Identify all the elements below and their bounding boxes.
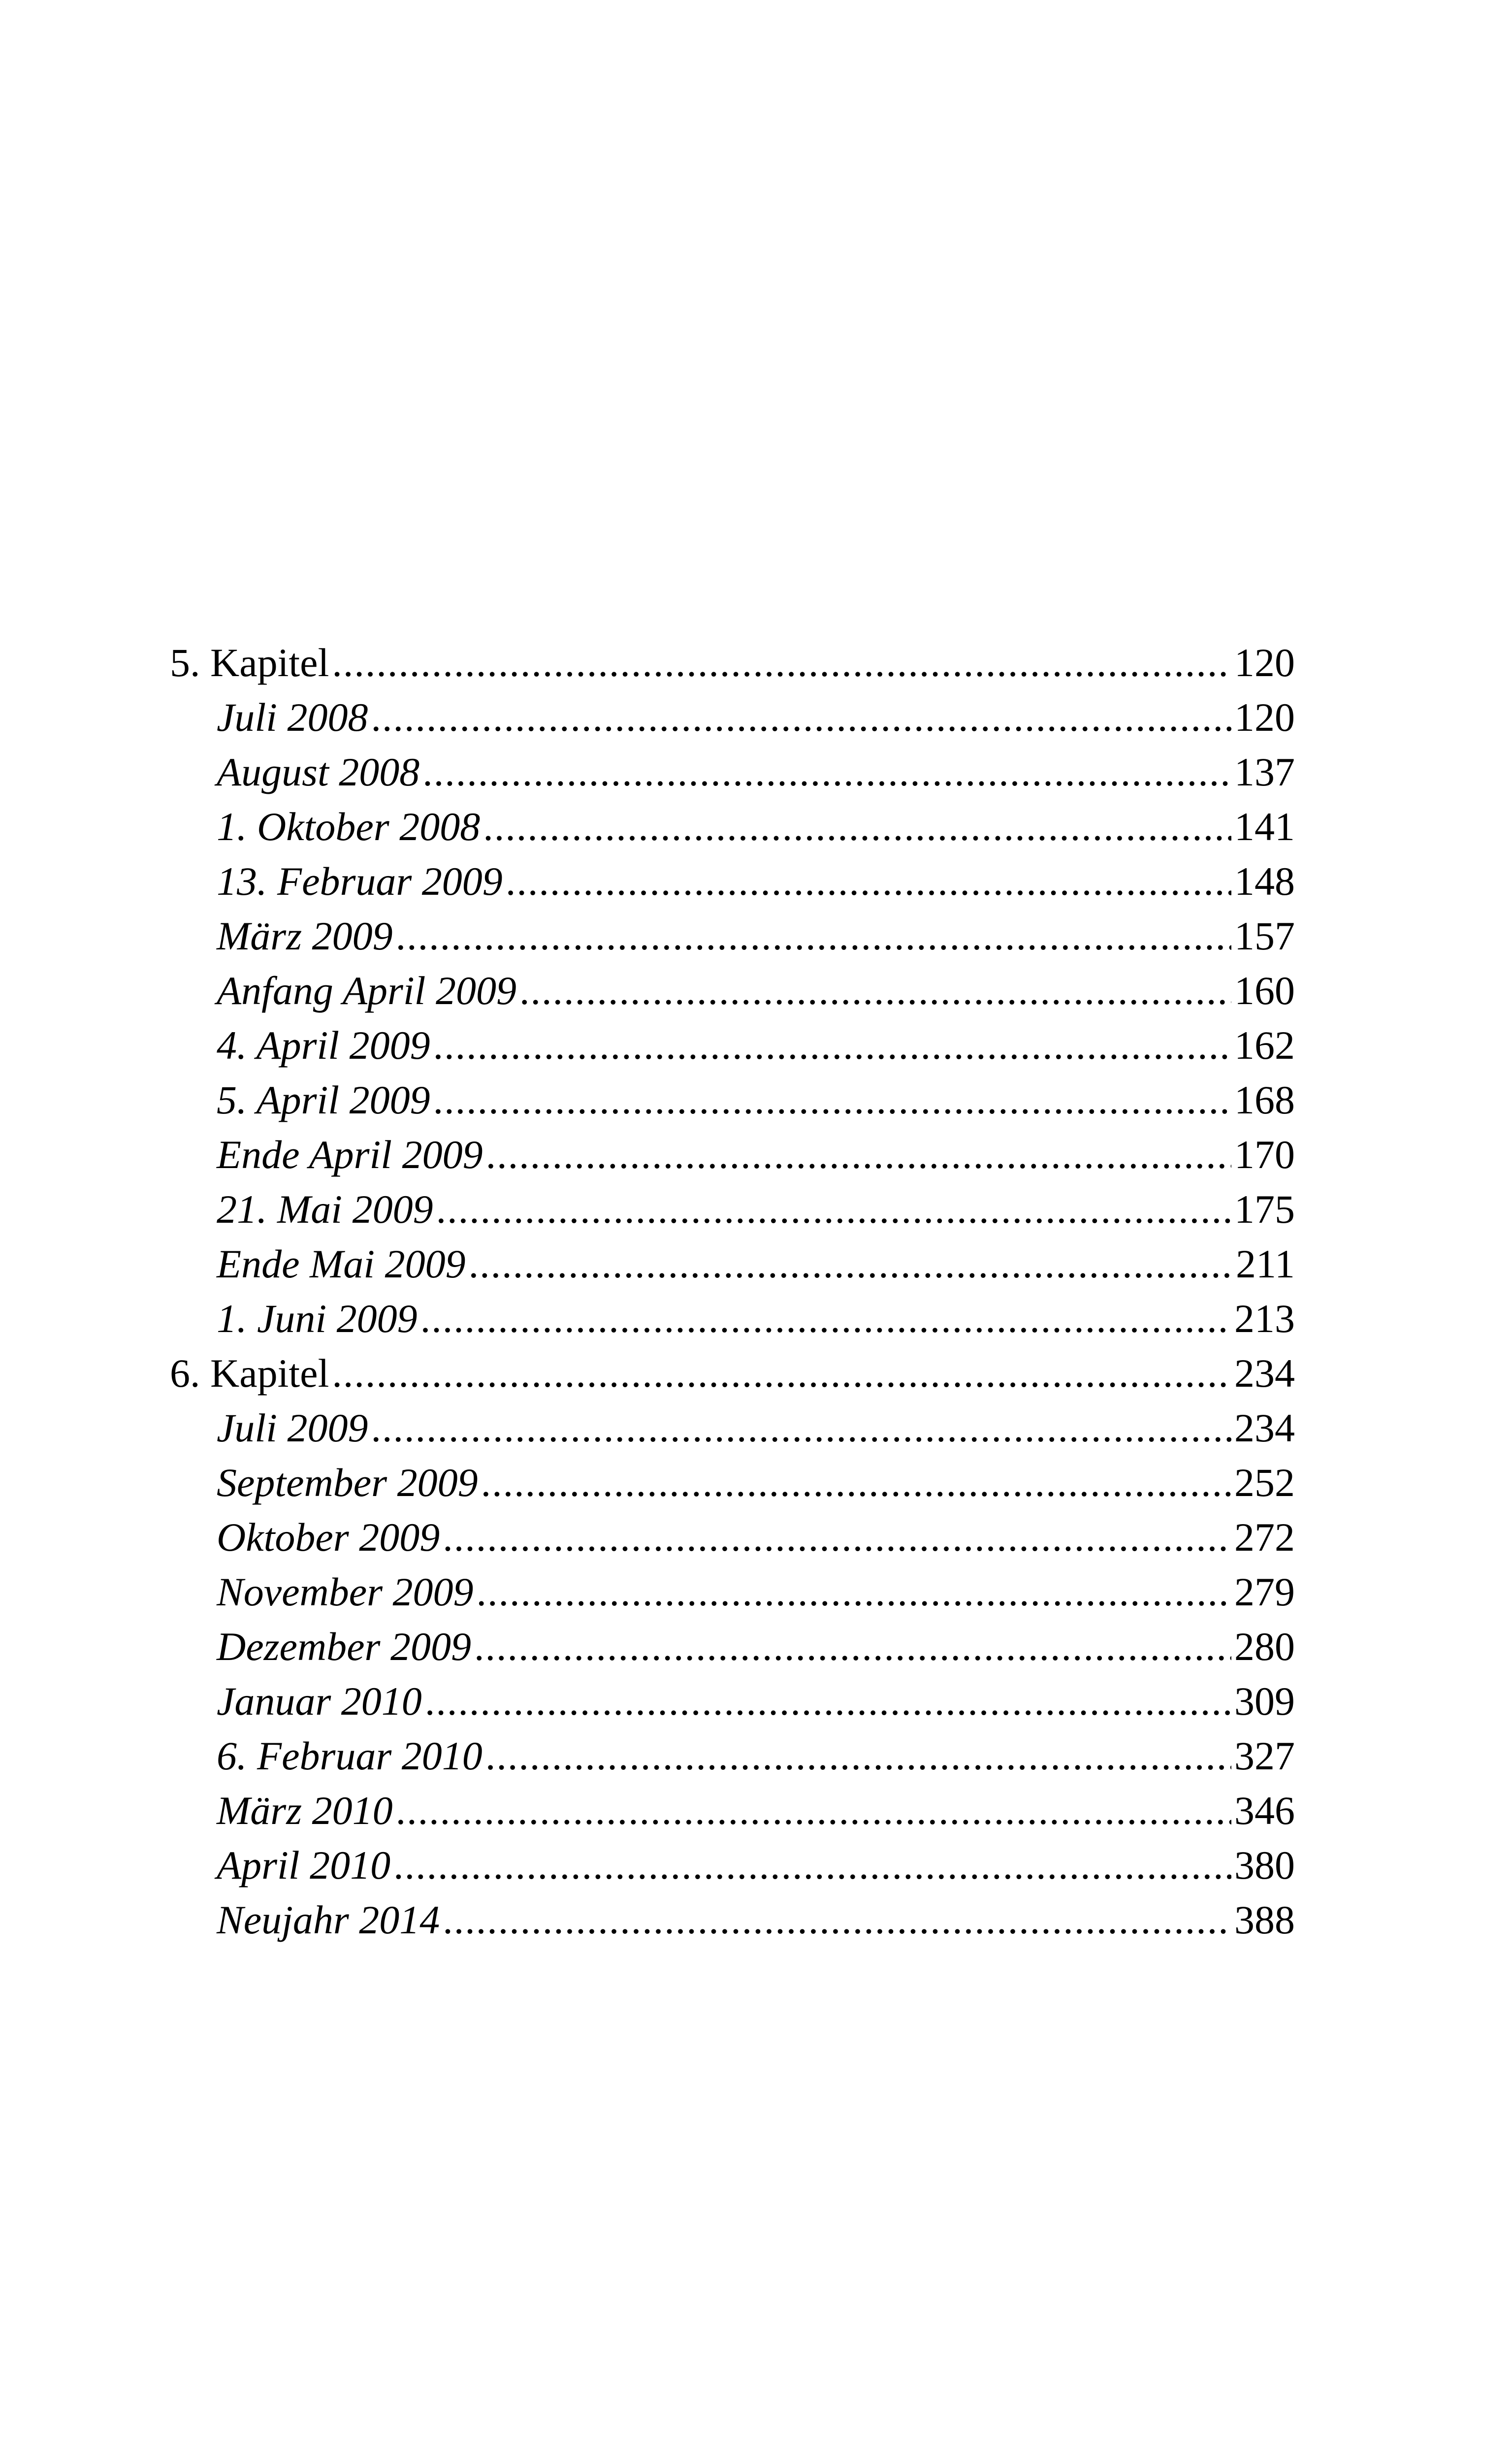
dot-leader — [332, 635, 1231, 690]
toc-entry-label: Juli 2008 — [217, 695, 368, 740]
toc-entry-section[interactable] — [170, 1783, 1295, 1838]
toc-entry-page-number: 160 — [1234, 968, 1295, 1013]
toc-entry-page-number: 137 — [1234, 749, 1295, 794]
toc-entry-chapter[interactable] — [170, 635, 1295, 690]
toc-entry-section[interactable] — [170, 690, 1295, 745]
dot-leader — [433, 1018, 1231, 1073]
toc-entry-page-number: 380 — [1234, 1843, 1295, 1888]
toc-entry-label: 5. Kapitel — [170, 640, 329, 685]
toc-entry-section[interactable] — [170, 1510, 1295, 1564]
toc-entry-section[interactable] — [170, 854, 1295, 909]
toc-entry-label: 6. Februar 2010 — [217, 1733, 483, 1778]
toc-entry-section[interactable] — [170, 909, 1295, 963]
toc-entry-page-number: 272 — [1234, 1515, 1295, 1560]
toc-entry-page-number: 234 — [1234, 1351, 1295, 1396]
toc-entry-section[interactable] — [170, 1182, 1295, 1237]
toc-entry-label: März 2010 — [217, 1788, 393, 1833]
toc-entry-page-number: 280 — [1234, 1624, 1295, 1669]
toc-entry-page-number: 148 — [1234, 859, 1295, 904]
toc-entry-page-number: 120 — [1234, 640, 1295, 685]
toc-entry-label: März 2009 — [217, 913, 393, 958]
dot-leader — [433, 1073, 1231, 1127]
dot-leader — [506, 854, 1231, 909]
toc-entry-label: 21. Mai 2009 — [217, 1187, 433, 1232]
toc-entry-section[interactable] — [170, 1892, 1295, 1947]
dot-leader — [420, 1291, 1231, 1346]
dot-leader — [519, 963, 1231, 1018]
toc-entry-label: 4. April 2009 — [217, 1023, 430, 1068]
toc-entry-page-number: 346 — [1234, 1788, 1295, 1833]
dot-leader — [443, 1892, 1231, 1947]
dot-leader — [483, 799, 1231, 854]
toc-entry-section[interactable] — [170, 1073, 1295, 1127]
toc-entry-label: Oktober 2009 — [217, 1515, 440, 1560]
toc-entry-page-number: 234 — [1234, 1405, 1295, 1450]
toc-entry-page-number: 213 — [1234, 1296, 1295, 1341]
toc-entry-section[interactable] — [170, 1237, 1295, 1291]
dot-leader — [485, 1728, 1231, 1783]
dot-leader — [396, 909, 1231, 963]
toc-entry-page-number: 327 — [1234, 1733, 1295, 1778]
dot-leader — [474, 1619, 1231, 1674]
toc-entry-page-number: 162 — [1234, 1023, 1295, 1068]
toc-entry-section[interactable] — [170, 1564, 1295, 1619]
toc-entry-page-number: 309 — [1234, 1679, 1295, 1724]
toc-entry-page-number: 175 — [1234, 1187, 1295, 1232]
dot-leader — [396, 1783, 1231, 1838]
toc-entry-section[interactable] — [170, 1455, 1295, 1510]
toc-entry-section[interactable] — [170, 1728, 1295, 1783]
dot-leader — [393, 1838, 1231, 1892]
dot-leader — [371, 690, 1231, 745]
toc-entry-chapter[interactable] — [170, 1346, 1295, 1401]
toc-entry-label: Ende Mai 2009 — [217, 1241, 466, 1286]
dot-leader — [443, 1510, 1231, 1564]
toc-entry-label: Anfang April 2009 — [217, 968, 516, 1013]
toc-entry-label: August 2008 — [217, 749, 420, 794]
toc-entry-section[interactable] — [170, 963, 1295, 1018]
toc-entry-label: 6. Kapitel — [170, 1351, 329, 1396]
toc-entry-page-number: 279 — [1234, 1569, 1295, 1614]
toc-entry-label: 5. April 2009 — [217, 1077, 430, 1122]
toc-entry-section[interactable] — [170, 1127, 1295, 1182]
toc-entry-section[interactable] — [170, 799, 1295, 854]
toc-entry-label: November 2009 — [217, 1569, 474, 1614]
toc-entry-label: Neujahr 2014 — [217, 1897, 440, 1942]
toc-entry-label: 1. Juni 2009 — [217, 1296, 418, 1341]
toc-entry-page-number: 120 — [1234, 695, 1295, 740]
toc-entry-section[interactable] — [170, 1674, 1295, 1728]
toc-entry-section[interactable] — [170, 1291, 1295, 1346]
toc-entry-page-number: 252 — [1234, 1460, 1295, 1505]
toc-entry-page-number: 211 — [1236, 1241, 1295, 1286]
dot-leader — [469, 1237, 1233, 1291]
toc-entry-page-number: 141 — [1234, 804, 1295, 849]
dot-leader — [371, 1401, 1231, 1455]
toc-entry-page-number: 168 — [1234, 1077, 1295, 1122]
toc-entry-label: Ende April 2009 — [217, 1132, 483, 1177]
toc-entry-section[interactable] — [170, 1401, 1295, 1455]
toc-entry-label: 1. Oktober 2008 — [217, 804, 481, 849]
toc-entry-section[interactable] — [170, 745, 1295, 799]
toc-entry-label: 13. Februar 2009 — [217, 859, 503, 904]
toc-entry-page-number: 388 — [1234, 1897, 1295, 1942]
toc-entry-section[interactable] — [170, 1018, 1295, 1073]
dot-leader — [477, 1564, 1231, 1619]
toc-entry-label: Dezember 2009 — [217, 1624, 471, 1669]
toc-entry-label: Juli 2009 — [217, 1405, 368, 1450]
dot-leader — [486, 1127, 1231, 1182]
toc-entry-section[interactable] — [170, 1838, 1295, 1892]
table-of-contents — [170, 635, 1295, 1947]
dot-leader — [436, 1182, 1231, 1237]
toc-entry-page-number: 170 — [1234, 1132, 1295, 1177]
toc-entry-label: Januar 2010 — [217, 1679, 422, 1724]
toc-entry-section[interactable] — [170, 1619, 1295, 1674]
toc-entry-label: April 2010 — [217, 1843, 391, 1888]
dot-leader — [425, 1674, 1231, 1728]
toc-entry-label: September 2009 — [217, 1460, 478, 1505]
dot-leader — [332, 1346, 1231, 1401]
dot-leader — [422, 745, 1231, 799]
dot-leader — [481, 1455, 1231, 1510]
toc-entry-page-number: 157 — [1234, 913, 1295, 958]
